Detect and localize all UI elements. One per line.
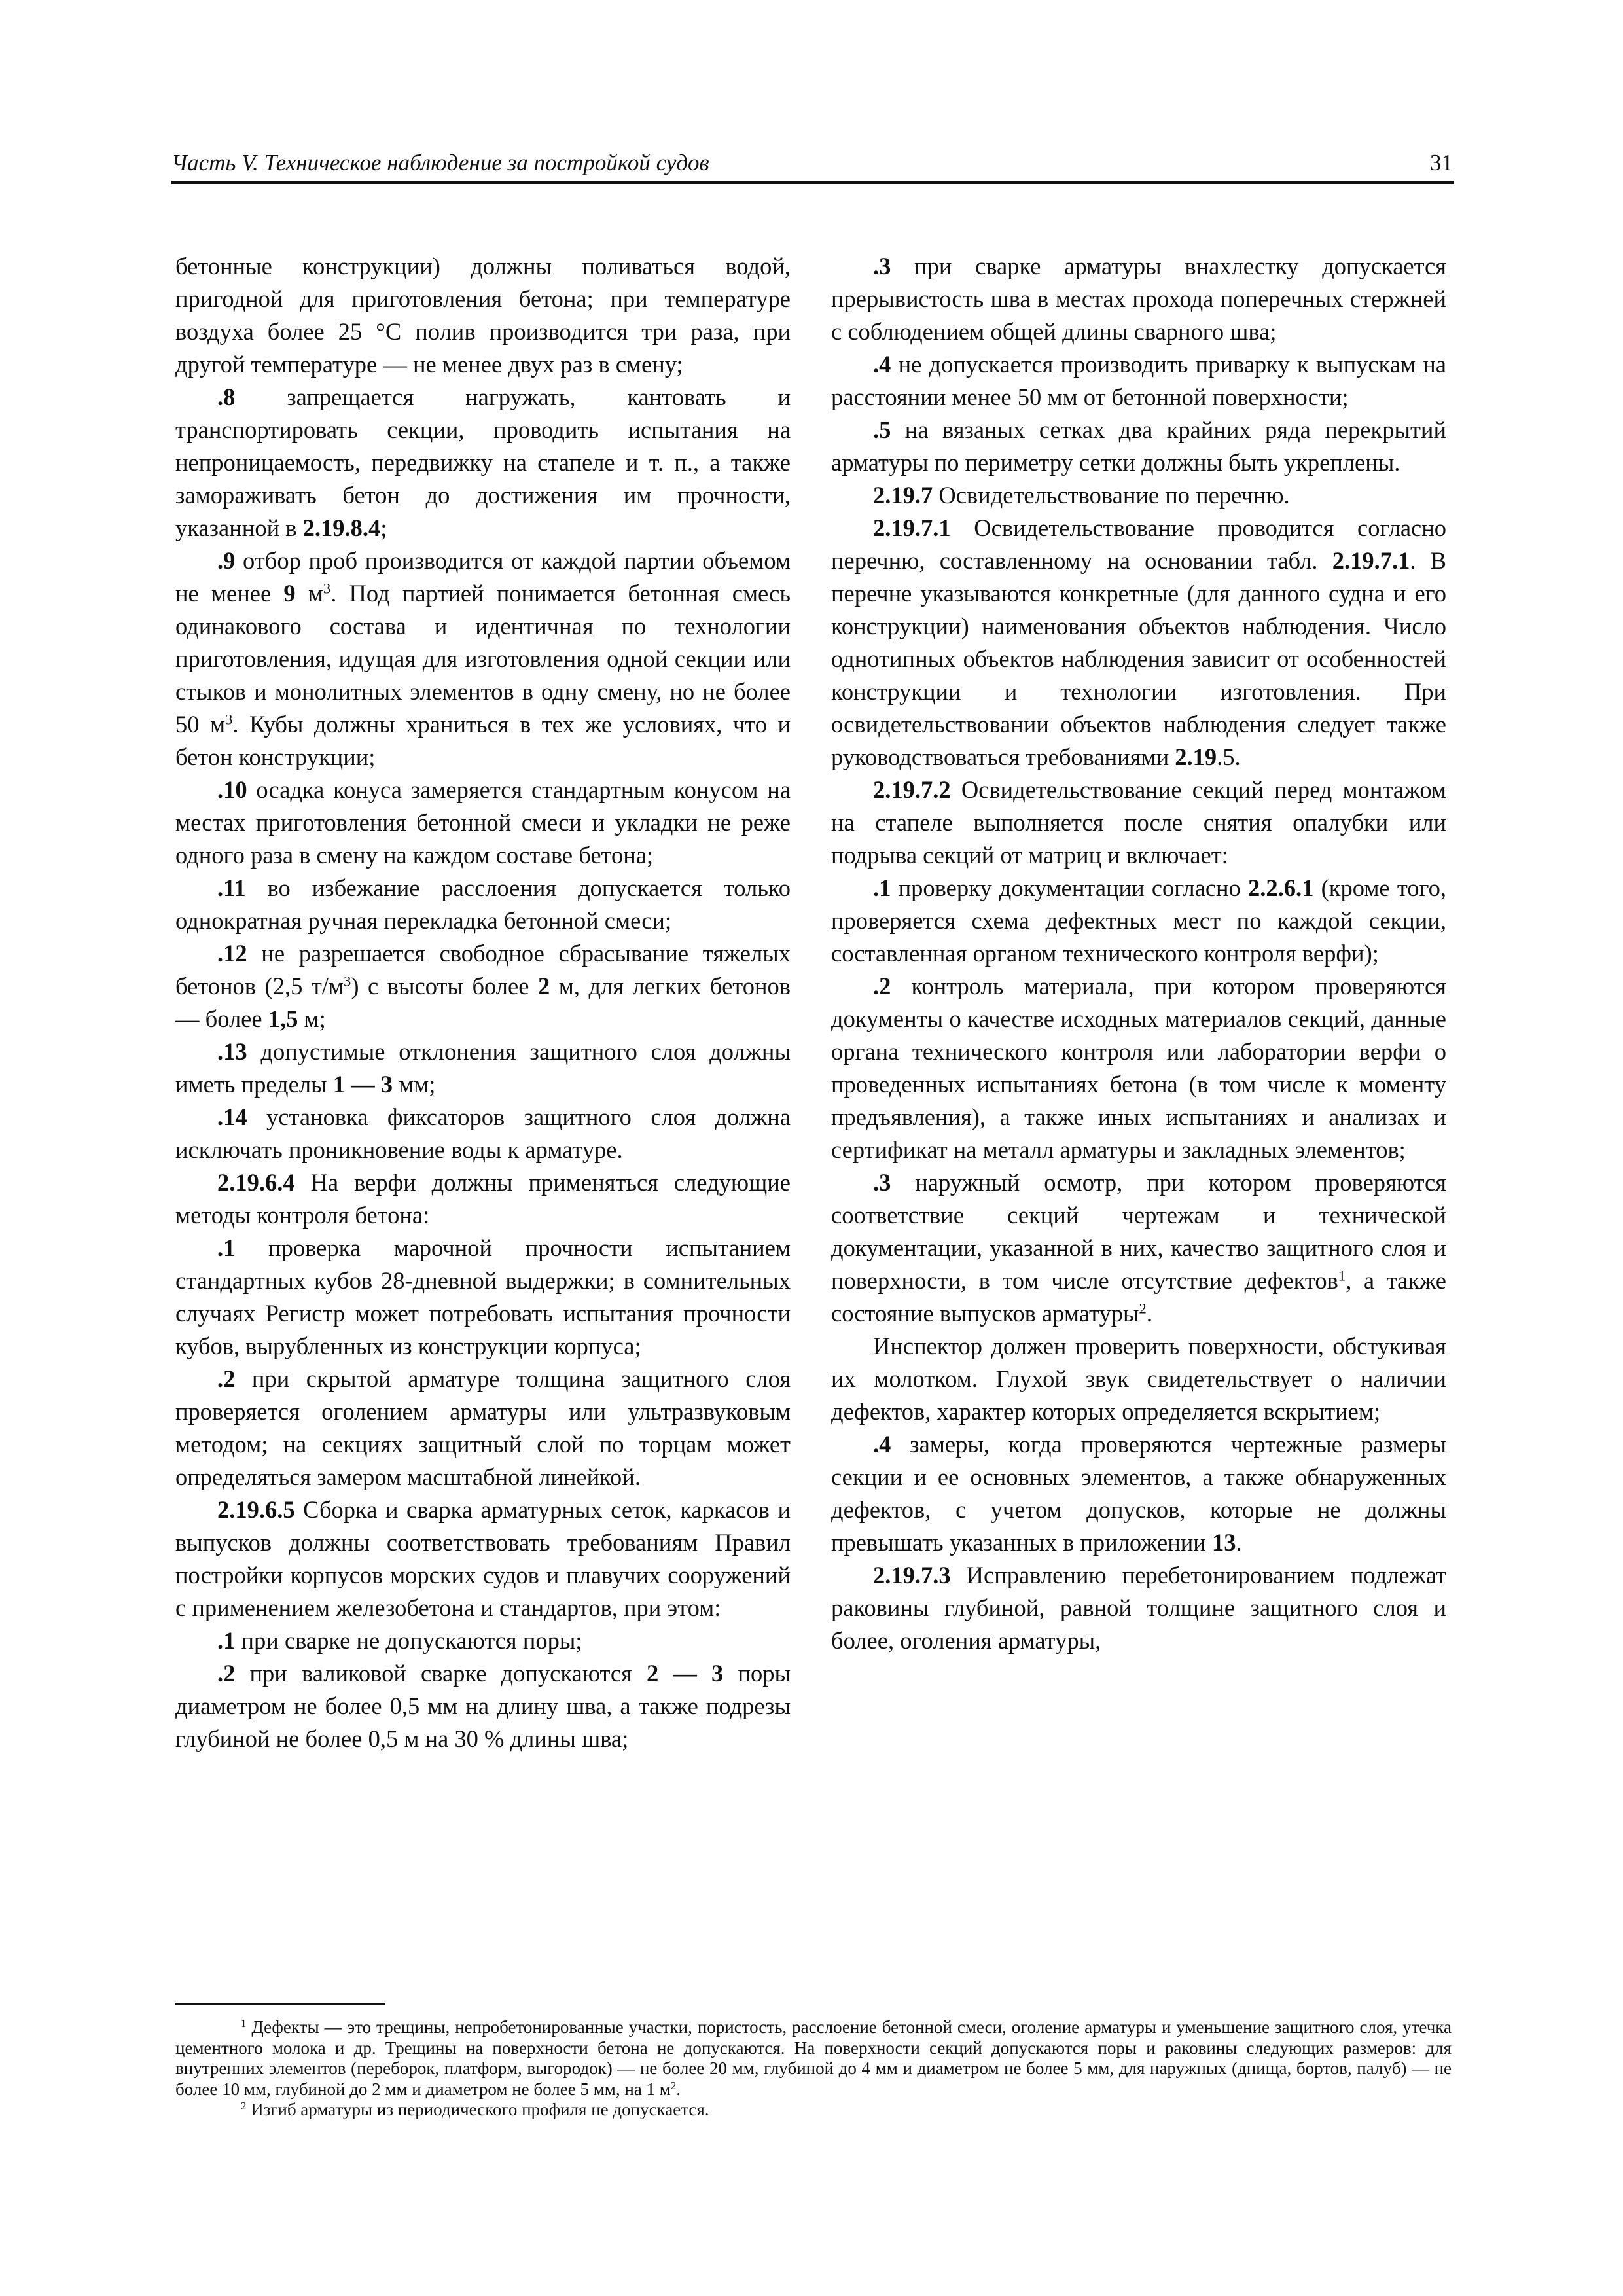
paragraph: .2 при скрытой арматуре толщина защитного слоя проверяется оголением арматуры или ультразвуковым методом; на секциях защитный слой по торцам может определяться замером масштабной линейкой. xyxy=(175,1365,791,1490)
footnote-2: $^2$ Изгиб арматуры из периодического профиля не допускается. xyxy=(241,2099,709,2119)
section-heading: 2.19.7 Освидетельствование по перечню. xyxy=(873,482,1290,509)
left-column xyxy=(175,250,791,1755)
section-number: 2.19.6.4 xyxy=(217,1169,295,1196)
section-paragraph: 2.19.7.3 Исправлению перебетонированием подлежат раковины глубиной, равной толщине защитного слоя и более, оголения арматуры, xyxy=(831,1562,1446,1654)
paragraph: .11 во избежание расслоения допускается только однократная ручная перекладка бетонной смеси; xyxy=(175,874,791,934)
page-number: 31 xyxy=(1430,150,1453,175)
section-number: 2.19.7.1 xyxy=(873,514,951,541)
paragraph: Инспектор должен проверить поверхности, обстукивая их молотком. Глухой звук свидетельствует о наличии дефектов, характер которых определяется вскрытием; xyxy=(831,1333,1446,1425)
footnotes xyxy=(175,2017,1452,2121)
section-paragraph: 2.19.6.4 На верфи должны применяться следующие методы контроля бетона: xyxy=(175,1169,791,1229)
running-header xyxy=(171,145,1454,184)
section-paragraph: 2.19.7.1 Освидетельствование проводится согласно перечню, составленному на основании табл. 2.19.7.1. В перечне указываются конкретные (для данного судна и его конструкции) наименования объектов наблюдения. Число однотипных объектов наблюдения зависит от особенностей конструкции и технологии изготовления. При освидетельствовании объектов наблюдения следует также руководствоваться требованиями 2.19.5. xyxy=(831,514,1446,770)
paragraph: .8 запрещается нагружать, кантовать и транспортировать секции, проводить испытания на непроницаемость, передвижку на стапеле и т. п., а также замораживать бетон до достижения им прочности, указанной в 2.19.8.4; xyxy=(175,384,791,541)
paragraph: .10 осадка конуса замеряется стандартным конусом на местах приготовления бетонной смеси и укладки не реже одного раза в смену на каждом составе бетона; xyxy=(175,776,791,869)
footnote-1: $^1$ Дефекты — это трещины, непробетонированные участки, пористость, расслоение бетонной смеси, оголение арматуры и уменьшение защитного слоя, утечка цементного молока и др. Трещины на поверхности бетона не допускаются. На поверхности секций допускаются поры и раковины следующих размеров: для внутренних элементов (переборок, платформ, выгородок) — не более 20 мм, глубиной до 4 мм и диаметром не более 5 мм, для наружных (днища, бортов, палуб) — не более 10 мм, глубиной до 2 мм и диаметром не более 5 мм, на 1 $м^2$. xyxy=(175,2017,1452,2099)
paragraph: .3 при сварке арматуры внахлестку допускается прерывистость шва в местах прохода поперечных стержней с соблюдением общей длины сварного шва; xyxy=(831,253,1446,345)
paragraph: .2 контроль материала, при котором проверяются документы о качестве исходных материалов секций, данные органа технического контроля или лаборатории верфи о проведенных испытаниях бетона (в том числе к моменту предъявления), а также иных испытаниях и анализах и сертификат на металл арматуры и закладных элементов; xyxy=(831,973,1446,1163)
paragraph: .3 наружный осмотр, при котором проверяются соответствие секций чертежам и технической документации, указанной в них, качество защитного слоя и поверхности, в том числе отсутствие дефектов$^1$, а также состояние выпусков арматуры$^2$. xyxy=(831,1169,1447,1327)
footnote-mark: 1 xyxy=(1338,1267,1346,1284)
paragraph: .13 допустимые отклонения защитного слоя должны иметь пределы 1 — 3 мм; xyxy=(175,1038,791,1098)
section-paragraph: 2.19.6.5 Сборка и сварка арматурных сеток, каркасов и выпусков должны соответствовать требованиям Правил постройки корпусов морских судов и плавучих сооружений с применением железобетона и стандартов, при этом: xyxy=(175,1496,791,1621)
paragraph: .2 при валиковой сварке допускаются 2 — 3 поры диаметром не более 0,5 мм на длину шва, а также подрезы глубиной не более 0,5 м на 30 % длины шва; xyxy=(175,1660,791,1752)
footnote-mark: 2 xyxy=(1139,1300,1147,1317)
section-number: 2.19.6.5 xyxy=(217,1496,295,1523)
paragraph: .9 отбор проб производится от каждой партии объемом не менее 9 $м^3$. Под партией понимается бетонная смесь одинакового состава и идентичная по технологии приготовления, идущая для изготовления одной секции или стыков и монолитных элементов в одну смену, но не более 50 $м^3$. Кубы должны храниться в тех же условиях, что и бетон конструкции; xyxy=(175,547,791,770)
paragraph: .1 при сварке не допускаются поры; xyxy=(217,1627,582,1654)
right-column xyxy=(831,250,1446,1657)
paragraph: .4 не допускается производить приварку к выпускам на расстоянии менее 50 мм от бетонной поверхности; xyxy=(831,351,1446,410)
paragraph: .5 на вязаных сетках два крайних ряда перекрытий арматуры по периметру сетки должны быть укреплены. xyxy=(831,416,1446,476)
section-number: 2.19.7.3 xyxy=(873,1562,951,1588)
header-title: Часть V. Техническое наблюдение за постройкой судов xyxy=(171,150,709,175)
footnote-divider xyxy=(175,2003,385,2005)
paragraph: .4 замеры, когда проверяются чертежные размеры секции и ее основных элементов, а также обнаруженных дефектов, с учетом допусков, которые не должны превышать указанных в приложении 13. xyxy=(831,1431,1446,1556)
section-number: 2.19.7.2 xyxy=(873,776,951,803)
section-number: 2.19.7 xyxy=(873,482,933,509)
paragraph: .14 установка фиксаторов защитного слоя должна исключать проникновение воды к арматуре. xyxy=(175,1103,791,1163)
paragraph: .12 не разрешается свободное сбрасывание тяжелых бетонов (2,5 $т/м^3$) с высоты более 2 м, для легких бетонов — более 1,5 м; xyxy=(175,940,791,1032)
paragraph: .1 проверка марочной прочности испытанием стандартных кубов 28-дневной выдержки; в сомнительных случаях Регистр может потребовать испытания прочности кубов, вырубленных из конструкции корпуса; xyxy=(175,1234,791,1359)
paragraph: .1 проверку документации согласно 2.2.6.1 (кроме того, проверяется схема дефектных мест по каждой секции, составленная органом технического контроля верфи); xyxy=(831,874,1446,967)
paragraph: бетонные конструкции) должны поливаться водой, пригодной для приготовления бетона; при температуре воздуха более 25 °С полив производится три раза, при другой температуре — не менее двух раз в смену; xyxy=(175,253,791,378)
section-paragraph: 2.19.7.2 Освидетельствование секций перед монтажом на стапеле выполняется после снятия опалубки или подрыва секций от матриц и включает: xyxy=(831,776,1446,869)
cross-reference: 2.19.8.4 xyxy=(302,514,381,541)
